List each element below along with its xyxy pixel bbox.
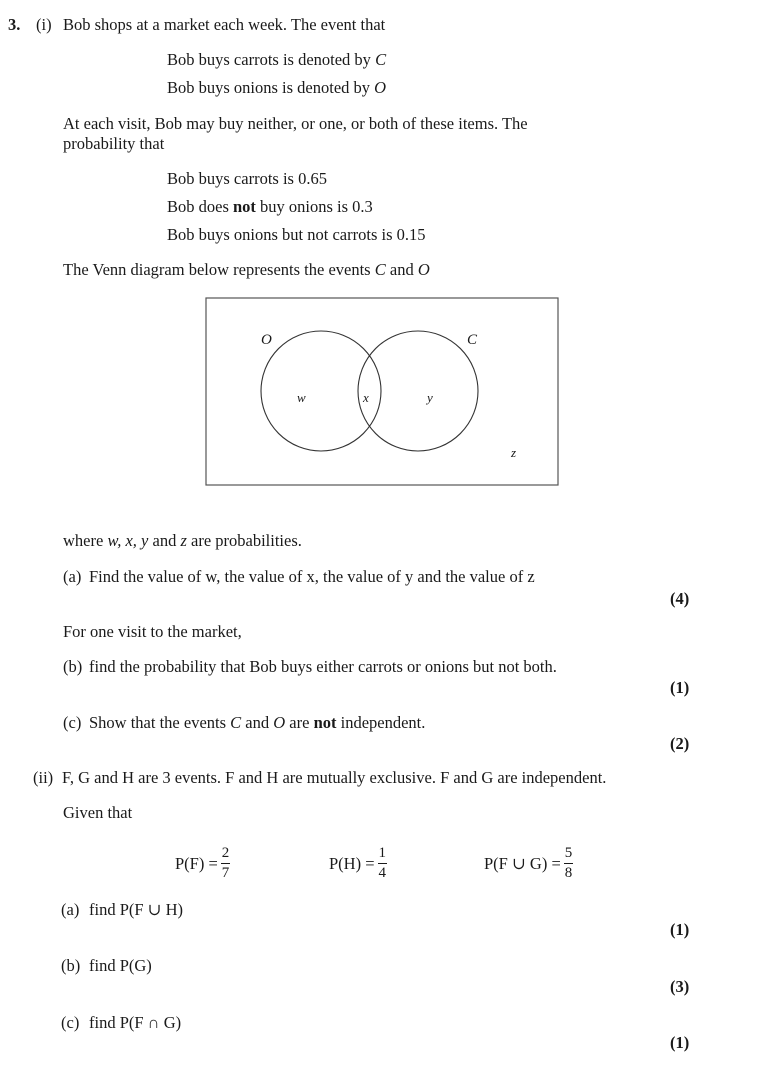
prob-f-fraction: $\frac{2}{7}$ <box>221 845 230 881</box>
part-ii-label: (ii) <box>33 768 54 787</box>
given-that: Given that <box>63 803 133 822</box>
venn-region-w: w <box>297 390 306 405</box>
venn-circle-c <box>358 331 478 451</box>
prob-f-union-g: P(F ∪ G) = $\frac{5}{8}$ <box>484 845 573 881</box>
part-a-label: (a) <box>63 567 82 586</box>
venn-label-c: C <box>467 332 478 348</box>
part-ii-b-label: (b) <box>61 956 81 975</box>
visit-line-2: probability that <box>63 134 165 153</box>
part-ii-a-marks: (1) <box>670 920 690 939</box>
part-a-text: Find the value of w, the value of x, the value of y and the value of z <box>89 567 535 586</box>
event-onions: Bob buys onions is denoted by O <box>167 78 387 97</box>
venn-label-o: O <box>261 332 272 348</box>
prob-carrots: Bob buys carrots is 0.65 <box>167 169 327 188</box>
part-ii-c-marks: (1) <box>670 1033 690 1052</box>
part-ii-a-text: find P(F ∪ H) <box>89 900 184 919</box>
prob-f-union-g-fraction: $\frac{5}{8}$ <box>564 845 573 881</box>
part-c-text: Show that the events C and O are not independent. <box>89 713 426 732</box>
intro-text: Bob shops at a market each week. The event that <box>63 15 386 34</box>
part-c-label: (c) <box>63 713 82 732</box>
prob-f: P(F) = $\frac{2}{7}$ <box>175 845 230 881</box>
prob-h-fraction: $\frac{1}{4}$ <box>378 845 387 881</box>
prob-onions-not-carrots: Bob buys onions but not carrots is 0.15 <box>167 225 426 244</box>
venn-diagram <box>205 297 560 487</box>
where-line: where w, x, y and z are probabilities. <box>63 531 302 550</box>
venn-region-z: z <box>511 445 517 460</box>
part-ii-b-text: find P(G) <box>89 956 152 975</box>
part-b-marks: (1) <box>670 678 690 697</box>
one-visit-text: For one visit to the market, <box>63 622 242 641</box>
question-number: 3. <box>8 15 21 34</box>
visit-line-1: At each visit, Bob may buy neither, or one, or both of these items. The <box>63 114 528 133</box>
venn-intro: The Venn diagram below represents the events C and O <box>63 260 430 279</box>
prob-h: P(H) = $\frac{1}{4}$ <box>329 845 387 881</box>
part-ii-c-label: (c) <box>61 1013 80 1032</box>
part-c-marks: (2) <box>670 734 690 753</box>
part-b-text: find the probability that Bob buys either carrots or onions but not both. <box>89 657 557 676</box>
prob-not-onions: Bob does not buy onions is 0.3 <box>167 197 373 216</box>
part-i-label: (i) <box>36 15 52 34</box>
part-ii-statement: F, G and H are 3 events. F and H are mutually exclusive. F and G are independent. <box>62 768 607 787</box>
part-ii-c-text: find P(F ∩ G) <box>89 1013 182 1032</box>
part-b-label: (b) <box>63 657 83 676</box>
venn-sample-space <box>206 298 558 485</box>
venn-region-x: x <box>363 390 369 405</box>
part-a-marks: (4) <box>670 589 690 608</box>
part-ii-b-marks: (3) <box>670 977 690 996</box>
venn-region-y: y <box>427 390 433 405</box>
part-ii-a-label: (a) <box>61 900 80 919</box>
event-carrots: Bob buys carrots is denoted by C <box>167 50 387 69</box>
